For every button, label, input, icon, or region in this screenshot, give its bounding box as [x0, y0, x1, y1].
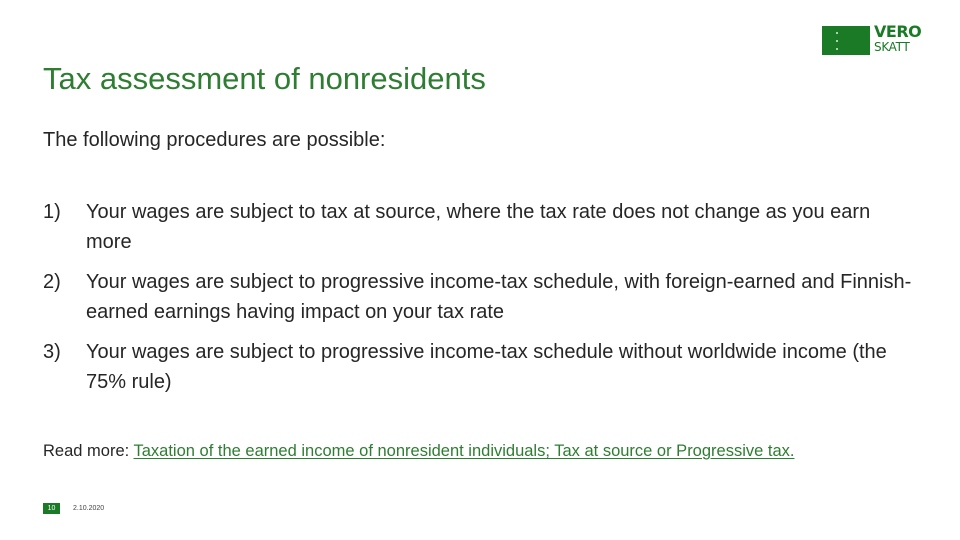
read-more-paragraph [43, 439, 843, 464]
list-item-number: 2) [43, 271, 61, 293]
list-item-2 [43, 267, 913, 327]
list-item-text: Your wages are subject to progressive income-tax schedule without worldwide income (the 75% rule) [86, 341, 887, 393]
logo-text-skatt: SKATT [874, 40, 910, 54]
list-item-1 [43, 197, 913, 257]
list-item-text: Your wages are subject to progressive income-tax schedule, with foreign-earned and Finnish-earned earnings having impact on your tax rate [86, 271, 912, 323]
read-more-link[interactable]: Taxation of the earned income of nonresident individuals; Tax at source or Progressive tax. [133, 442, 795, 460]
slide-title: Tax assessment of nonresidents [43, 61, 486, 96]
list-item-number: 3) [43, 341, 61, 363]
vero-skatt-logo [822, 24, 922, 56]
intro-text: The following procedures are possible: [43, 129, 386, 151]
logo-dot [836, 48, 838, 50]
logo-dot [836, 32, 838, 34]
list-item-number: 1) [43, 201, 61, 223]
logo-dot [836, 40, 838, 42]
logo-text-vero: VERO [874, 22, 922, 41]
read-more-prefix: Read more: [43, 442, 134, 460]
page-number-badge: 10 [43, 503, 60, 514]
list-item-3 [43, 337, 913, 397]
logo-mark [822, 26, 870, 55]
footer-date: 2.10.2020 [73, 505, 105, 512]
list-item-text: Your wages are subject to tax at source, where the tax rate does not change as you earn more [86, 201, 871, 253]
procedure-list [43, 197, 913, 407]
